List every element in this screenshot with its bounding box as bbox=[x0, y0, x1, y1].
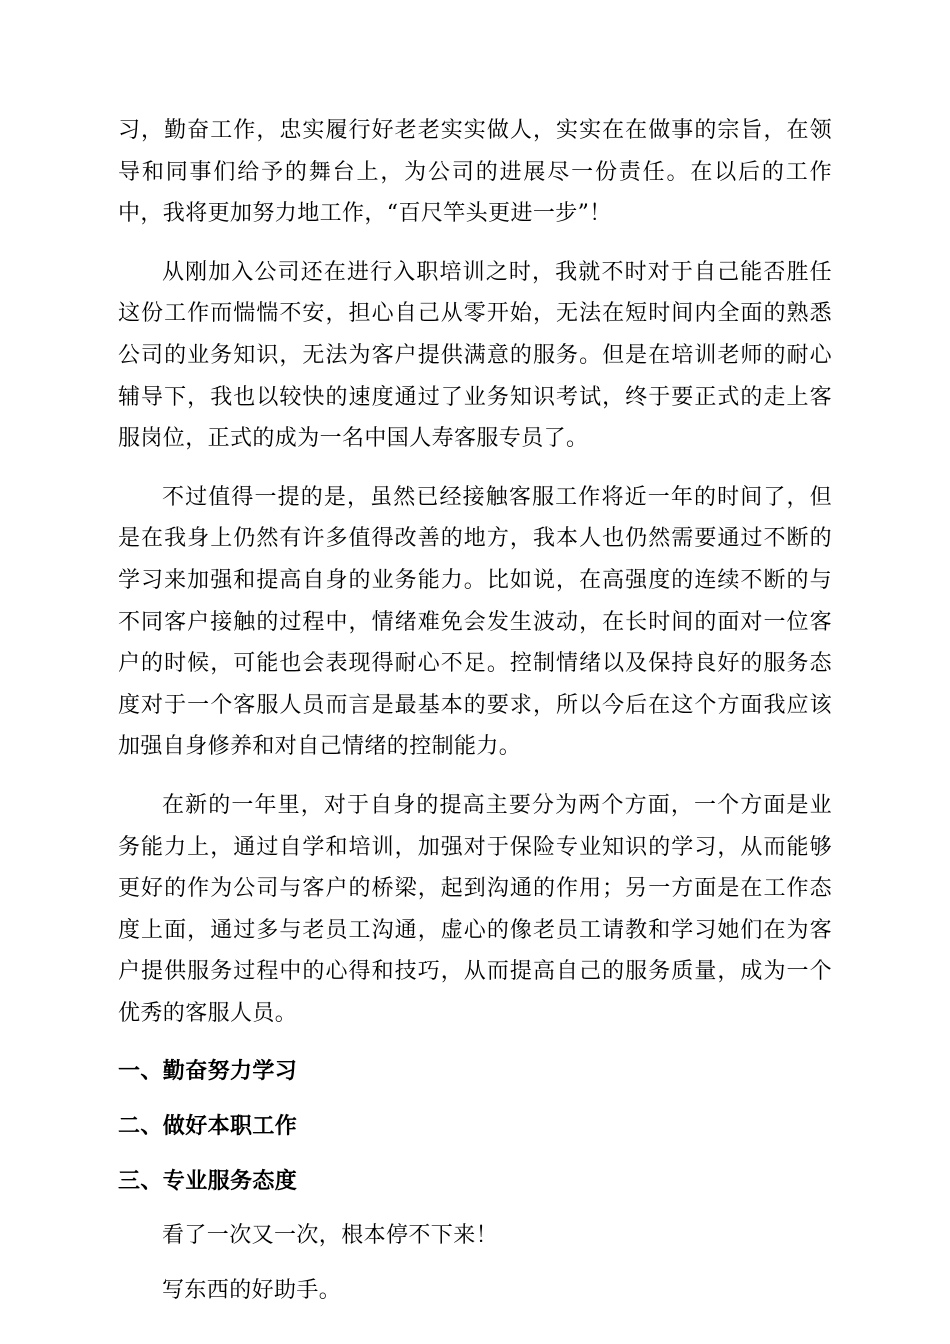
document-body bbox=[118, 110, 832, 1324]
closing-line: 看了一次又一次，根本停不下来！ bbox=[162, 1223, 499, 1249]
paragraph-continued: 习，勤奋工作，忠实履行好老老实实做人，实实在在做事的宗旨，在领导和同事们给予的舞台上，为公司的进展尽一份责任。在以后的工作中，我将更加努力地工作，“百尺竿头更进一步”！ bbox=[118, 118, 832, 227]
paragraph: 在新的一年里，对于自身的提高主要分为两个方面，一个方面是业务能力上，通过自学和培训，加强对于保险专业知识的学习，从而能够更好的作为公司与客户的桥梁，起到沟通的作用；另一方面是在工作态度上面，通过多与老员工沟通，虚心的像老员工请教和学习她们在为客户提供服务过程中的心得和技巧，从而提高自己的服务质量，成为一个优秀的客服人员。 bbox=[118, 792, 832, 1026]
closing-line: 写东西的好助手。 bbox=[162, 1277, 342, 1303]
section-heading: 一、勤奋努力学习 bbox=[118, 1059, 298, 1085]
paragraph: 不过值得一提的是，虽然已经接触客服工作将近一年的时间了，但是在我身上仍然有许多值得改善的地方，我本人也仍然需要通过不断的学习来加强和提高自身的业务能力。比如说，在高强度的连续不断的与不同客户接触的过程中，情绪难免会发生波动，在长时间的面对一位客户的时候，可能也会表现得耐心不足。控制情绪以及保持良好的服务态度对于一个客服人员而言是最基本的要求，所以今后在这个方面我应该加强自身修养和对自己情绪的控制能力。 bbox=[118, 484, 832, 760]
section-heading: 二、做好本职工作 bbox=[118, 1114, 298, 1140]
section-heading: 三、专业服务态度 bbox=[118, 1168, 298, 1194]
paragraph: 从刚加入公司还在进行入职培训之时，我就不时对于自己能否胜任这份工作而惴惴不安，担心自己从零开始，无法在短时间内全面的熟悉公司的业务知识，无法为客户提供满意的服务。但是在培训老师的耐心辅导下，我也以较快的速度通过了业务知识考试，终于要正式的走上客服岗位，正式的成为一名中国人寿客服专员了。 bbox=[118, 259, 832, 452]
